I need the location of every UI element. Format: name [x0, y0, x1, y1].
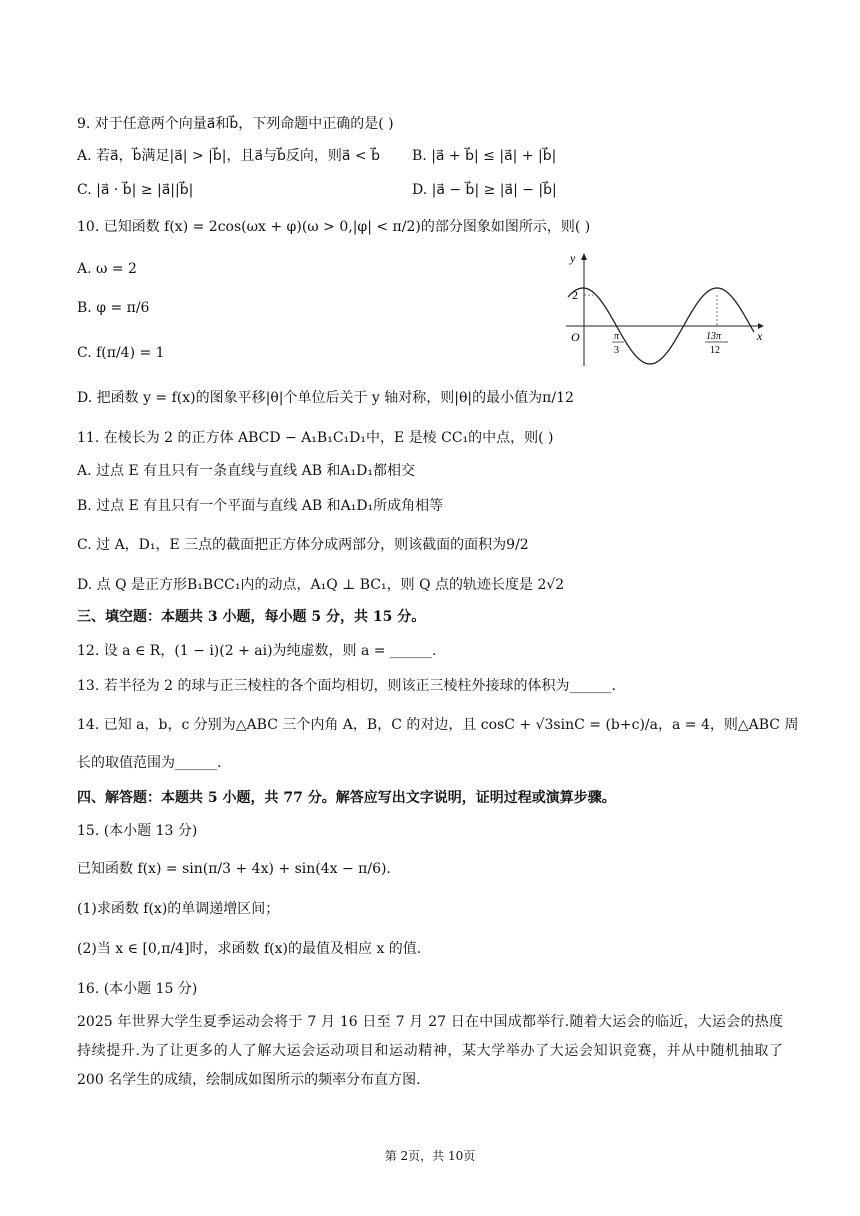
q15-part-1: (1)求函数 f(x)的单调递增区间； — [77, 901, 280, 917]
q10-stem: 10. 已知函数 f(x) = 2cos(ωx + φ)(ω > 0,|φ| < π/2)的部分图象如图所示，则( ) — [77, 219, 591, 235]
page-footer: 第 2页，共 10页 — [384, 1149, 476, 1163]
q11-option-c: C. 过 A，D₁，E 三点的截面把正方体分成两部分，则该截面的面积为9/2 — [77, 537, 529, 553]
q11-option-a: A. 过点 E 有且只有一条直线与直线 AB 和A₁D₁都相交 — [77, 463, 415, 479]
q9-stem: 9. 对于任意两个向量a⃗和b⃗，下列命题中正确的是( ) — [77, 116, 394, 132]
q15-title: 15. (本小题 13 分) — [77, 823, 198, 839]
origin-label: O — [571, 330, 580, 344]
q9-option-d: D. |a⃗ − b⃗| ≥ |a⃗| − |b⃗| — [412, 182, 557, 198]
q10-option-b: B. φ = π/6 — [77, 300, 150, 316]
q11-option-b: B. 过点 E 有且只有一个平面与直线 AB 和A₁D₁所成角相等 — [77, 498, 444, 514]
q15-part-2: (2)当 x ∈ [0,π/4]时，求函数 f(x)的最值及相应 x 的值. — [77, 941, 422, 957]
x-axis-label: x — [757, 329, 763, 343]
q9-option-a: A. 若a⃗，b⃗满足|a⃗| > |b⃗|，且a⃗与b⃗反向，则a⃗ < b⃗ — [77, 148, 381, 164]
q9-option-c: C. |a⃗ · b⃗| ≥ |a⃗||b⃗| — [77, 182, 194, 198]
tick2-denominator: 12 — [710, 345, 720, 356]
q9-option-b: B. |a⃗ + b⃗| ≤ |a⃗| + |b⃗| — [412, 148, 557, 164]
y-axis-arrow — [581, 253, 587, 260]
q16-title: 16. (本小题 15 分) — [77, 981, 198, 997]
q11-option-d: D. 点 Q 是正方形B₁BCC₁内的动点，A₁Q ⊥ BC₁，则 Q 点的轨迹长度是 2√2 — [77, 577, 565, 593]
q10-option-d: D. 把函数 y = f(x)的图象平移|θ|个单位后关于 y 轴对称，则|θ|的最小值为π/12 — [77, 390, 574, 406]
q13-text: 13. 若半径为 2 的球与正三棱柱的各个面均相切，则该正三棱柱外接球的体积为______. — [77, 678, 616, 694]
section-3-heading: 三、填空题：本题共 3 小题，每小题 5 分，共 15 分。 — [77, 609, 426, 625]
q16-body: 2025 年世界大学生夏季运动会将于 7 月 16 日至 7 月 27 日在中国成都举行.随着大运会的临近，大运会的热度持续提升.为了让更多的人了解大运会运动项目和运动精神，某大学举办了大运会知识竞赛，并从中随机抽取了 200 名学生的成绩，绘制成如图所示的频率分布直方图. — [77, 1014, 783, 1088]
q10-option-a: A. ω = 2 — [77, 261, 137, 277]
tick1-denominator: 3 — [614, 345, 619, 356]
y-tick-label: 2 — [572, 288, 578, 302]
y-axis-label: y — [570, 251, 576, 265]
q11-stem: 11. 在棱长为 2 的正方体 ABCD − A₁B₁C₁D₁中，E 是棱 CC₁的中点，则( ) — [77, 430, 554, 446]
q10-cosine-graph — [562, 248, 772, 370]
q10-option-c: C. f(π/4) = 1 — [77, 345, 165, 361]
tick2-numerator: 13π — [706, 331, 722, 342]
q15-stem: 已知函数 f(x) = sin(π/3 + 4x) + sin(4x − π/6). — [77, 861, 391, 877]
tick1-numerator: π — [614, 331, 620, 342]
q12-text: 12. 设 a ∈ R，(1 − i)(2 + ai)为纯虚数，则 a = ______. — [77, 643, 437, 659]
q14-text-line2: 长的取值范围为______. — [77, 755, 222, 771]
q14-text-line1: 14. 已知 a，b，c 分别为△ABC 三个内角 A，B，C 的对边，且 cosC + √3sinC = (b+c)/a，a = 4，则△ABC 周 — [77, 717, 799, 733]
section-4-heading: 四、解答题：本题共 5 小题，共 77 分。解答应写出文字说明，证明过程或演算步骤。 — [77, 790, 616, 806]
